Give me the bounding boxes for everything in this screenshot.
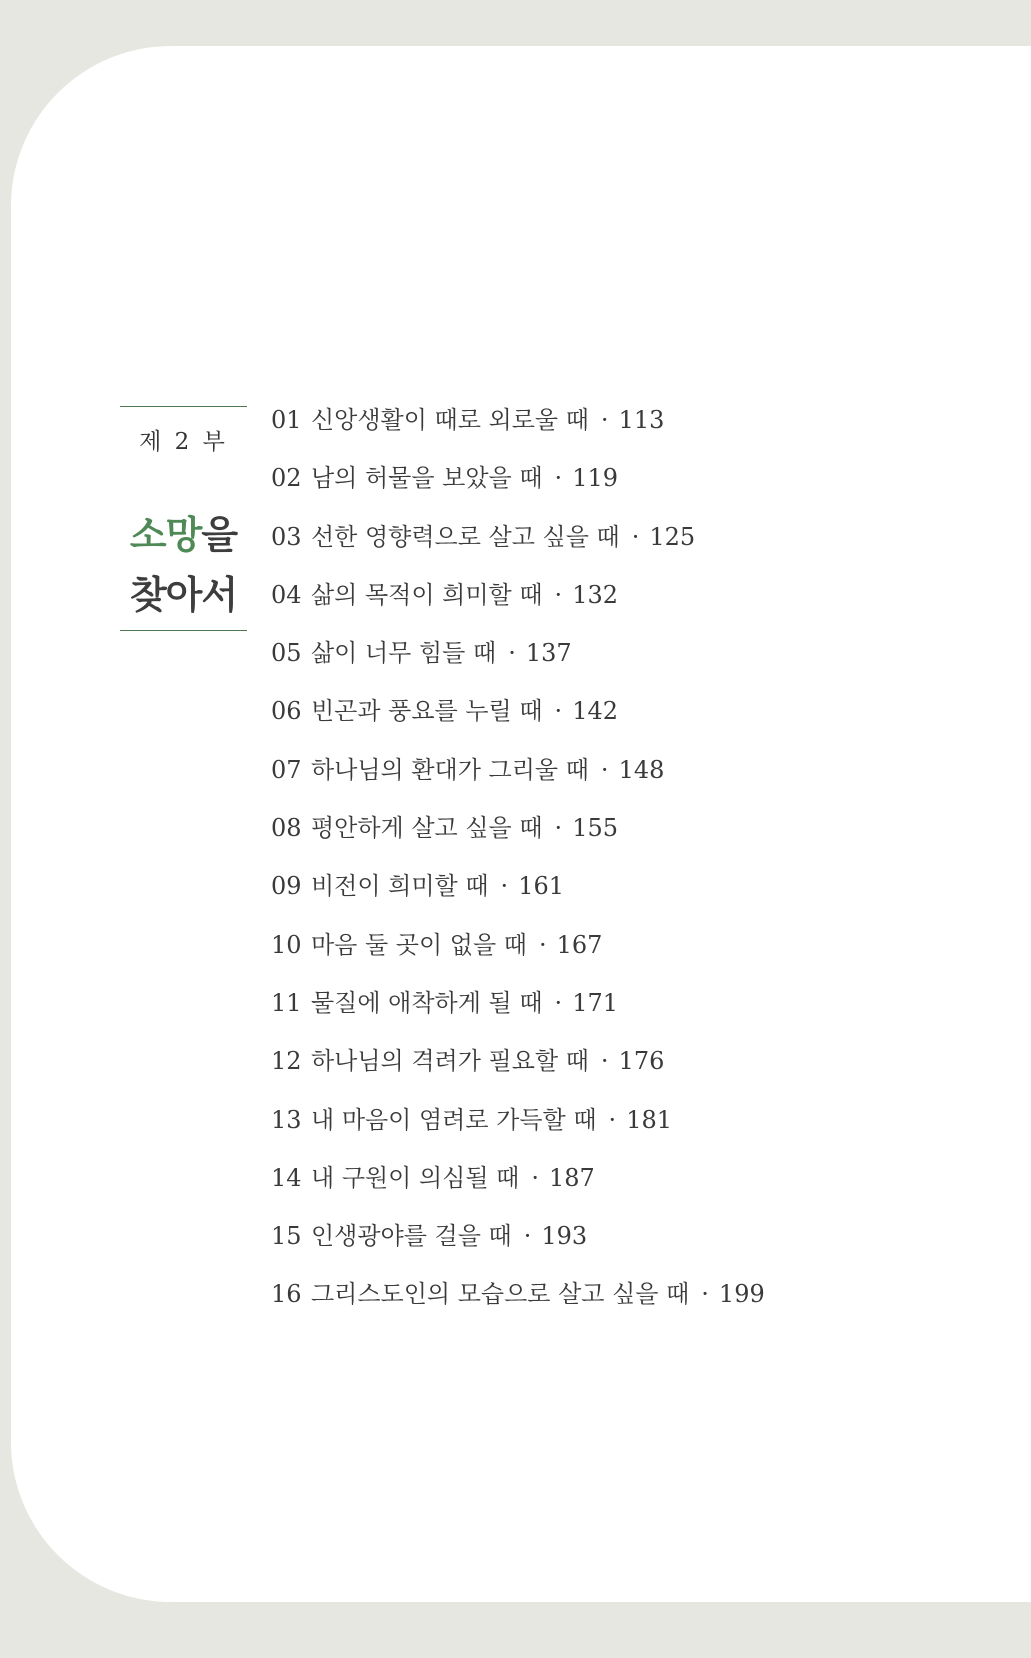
- part-title-rest: 을: [201, 513, 238, 557]
- toc-entry-page: 176: [618, 1047, 665, 1076]
- toc-entry[interactable]: [271, 985, 765, 1043]
- toc-entry[interactable]: [271, 927, 765, 985]
- toc-entry-page: 132: [572, 580, 618, 609]
- toc-entry-page: 187: [549, 1163, 595, 1192]
- toc-separator: ·: [554, 988, 563, 1017]
- toc-entry[interactable]: [271, 1276, 765, 1334]
- toc-entry[interactable]: [271, 1160, 765, 1218]
- toc-entry-page: 161: [518, 872, 564, 901]
- part-label: 제 2 부: [139, 429, 228, 455]
- toc-entry[interactable]: [271, 1218, 765, 1276]
- toc-entry-page: 148: [618, 755, 665, 784]
- toc-entry-title: 비전이 희미할 때: [311, 872, 489, 901]
- part-title-line1: [120, 504, 247, 559]
- toc-separator: ·: [631, 522, 640, 551]
- toc-entry[interactable]: [271, 693, 765, 751]
- toc-entry-page: 167: [556, 930, 603, 959]
- part-title-line2: 찾아서: [129, 573, 238, 617]
- toc-entry-page: 199: [718, 1280, 765, 1309]
- toc-entry-title: 신앙생활이 때로 외로울 때: [311, 406, 589, 434]
- toc-entry[interactable]: [271, 519, 765, 577]
- toc-entry[interactable]: [271, 577, 765, 635]
- toc-separator: ·: [608, 1105, 617, 1134]
- toc-entry-title: 하나님의 환대가 그리울 때: [311, 755, 589, 784]
- toc-entry[interactable]: [271, 1043, 765, 1101]
- toc-entry-number: 01: [271, 406, 302, 434]
- toc-entry-page: 171: [572, 988, 618, 1017]
- part-heading: [120, 406, 247, 631]
- toc-separator: ·: [600, 406, 609, 434]
- toc-separator: ·: [600, 1047, 609, 1076]
- toc-entry-page: 125: [649, 522, 696, 551]
- toc-entry-number: 11: [271, 988, 302, 1017]
- toc-entry[interactable]: [271, 1102, 765, 1160]
- toc-entry[interactable]: [271, 868, 765, 926]
- toc-entry-page: 113: [618, 406, 665, 434]
- toc-separator: ·: [554, 580, 563, 609]
- toc-entry-page: 181: [626, 1105, 672, 1134]
- toc-entry-title: 마음 둘 곳이 없을 때: [311, 930, 527, 959]
- toc-separator: ·: [554, 814, 563, 843]
- part-title-accent: 소망: [129, 513, 202, 557]
- toc-entry-number: 15: [271, 1222, 302, 1251]
- toc-entry-number: 12: [271, 1047, 302, 1076]
- toc-entry[interactable]: [271, 810, 765, 868]
- bottom-divider: [120, 630, 247, 631]
- toc-entry-page: 137: [525, 639, 572, 668]
- toc-separator: ·: [531, 1163, 539, 1192]
- table-of-contents: [271, 402, 765, 1335]
- toc-entry-number: 03: [271, 522, 302, 551]
- toc-entry-number: 06: [271, 697, 302, 726]
- toc-separator: ·: [523, 1222, 532, 1251]
- toc-entry-number: 02: [271, 464, 302, 493]
- toc-entry-number: 09: [271, 872, 302, 901]
- toc-separator: ·: [554, 697, 563, 726]
- toc-separator: ·: [500, 872, 509, 901]
- toc-entry-title: 선한 영향력으로 살고 싶을 때: [311, 522, 620, 551]
- toc-entry-title: 물질에 애착하게 될 때: [311, 988, 543, 1017]
- toc-entry-title: 삶의 목적이 희미할 때: [311, 580, 543, 609]
- toc-separator: ·: [600, 755, 609, 784]
- toc-entry-title: 인생광야를 걸을 때: [311, 1222, 512, 1251]
- toc-entry-page: 142: [572, 697, 618, 726]
- toc-entry-page: 119: [572, 464, 618, 493]
- toc-entry-title: 평안하게 살고 싶을 때: [311, 814, 543, 843]
- toc-entry-number: 14: [271, 1163, 302, 1192]
- toc-entry-title: 내 마음이 염려로 가득할 때: [311, 1105, 597, 1134]
- toc-entry-title: 하나님의 격려가 필요할 때: [311, 1047, 589, 1076]
- toc-entry-title: 빈곤과 풍요를 누릴 때: [311, 697, 543, 726]
- toc-entry-number: 08: [271, 814, 302, 843]
- toc-entry-number: 05: [271, 639, 302, 668]
- toc-entry[interactable]: [271, 635, 765, 693]
- toc-entry-title: 내 구원이 의심될 때: [311, 1163, 520, 1192]
- toc-entry-title: 삶이 너무 힘들 때: [311, 639, 497, 668]
- toc-entry-number: 07: [271, 755, 302, 784]
- toc-separator: ·: [539, 930, 547, 959]
- toc-entry-number: 16: [271, 1280, 302, 1309]
- toc-entry-number: 04: [271, 580, 302, 609]
- toc-entry[interactable]: [271, 402, 765, 460]
- toc-entry-number: 10: [271, 930, 302, 959]
- toc-separator: ·: [508, 639, 516, 668]
- toc-separator: ·: [701, 1280, 709, 1309]
- toc-separator: ·: [554, 464, 563, 493]
- toc-entry-number: 13: [271, 1105, 302, 1134]
- toc-entry-title: 그리스도인의 모습으로 살고 싶을 때: [311, 1280, 690, 1309]
- toc-entry[interactable]: [271, 752, 765, 810]
- toc-entry-title: 남의 허물을 보았을 때: [311, 464, 543, 493]
- toc-entry[interactable]: [271, 460, 765, 518]
- toc-entry-page: 155: [572, 814, 618, 843]
- toc-entry-page: 193: [541, 1222, 588, 1251]
- top-divider: [120, 406, 247, 407]
